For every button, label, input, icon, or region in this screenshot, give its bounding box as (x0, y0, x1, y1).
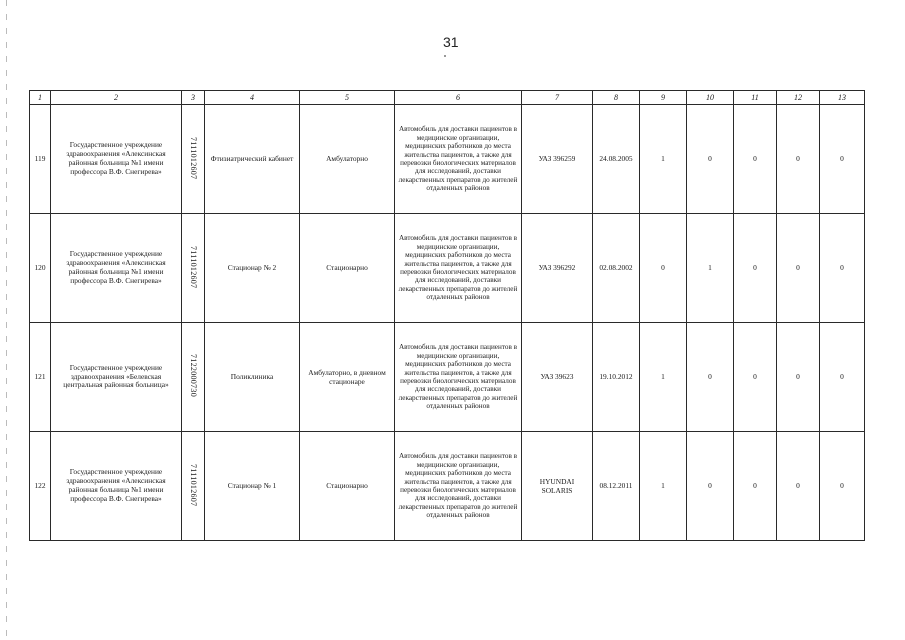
care-form: Амбулаторно, в дневном стационаре (300, 323, 395, 432)
value-cell: 0 (777, 432, 820, 541)
value-cell: 0 (820, 323, 865, 432)
organization-name: Государственное учреждение здравоохранения «Алексинская районная больница №1 имени профессора В.Ф. Снегирева» (51, 105, 182, 214)
issue-date: 19.10.2012 (593, 323, 640, 432)
vehicle-model: HYUNDAI SOLARIS (522, 432, 593, 541)
column-header: 5 (300, 91, 395, 105)
organization-name: Государственное учреждение здравоохранения «Алексинская районная больница №1 имени профессора В.Ф. Снегирева» (51, 214, 182, 323)
unit-name: Фтизиатрический кабинет (205, 105, 300, 214)
table-row (30, 214, 865, 323)
inn-value: 7111012607 (188, 463, 198, 507)
value-cell: 0 (640, 214, 687, 323)
table-row (30, 323, 865, 432)
value-cell: 1 (640, 323, 687, 432)
row-number: 122 (30, 432, 51, 541)
organization-name: Государственное учреждение здравоохранения «Белевская центральная районная больница» (51, 323, 182, 432)
row-number: 119 (30, 105, 51, 214)
column-header: 10 (687, 91, 734, 105)
column-header: 7 (522, 91, 593, 105)
column-header: 1 (30, 91, 51, 105)
care-form: Стационарно (300, 214, 395, 323)
unit-name: Поликлиника (205, 323, 300, 432)
vehicle-model: УАЗ 396259 (522, 105, 593, 214)
row-number: 121 (30, 323, 51, 432)
care-form: Амбулаторно (300, 105, 395, 214)
column-header: 9 (640, 91, 687, 105)
vehicle-purpose: Автомобиль для доставки пациентов в медицинские организации, медицинских работников до места жительства пациентов, а также для перевозки биологических материалов для исследований, доставки лекарственных препаратов до жителей отдаленных районов (395, 214, 522, 323)
inn-value: 7111012607 (188, 245, 198, 289)
column-number-row (30, 91, 865, 105)
value-cell: 0 (820, 214, 865, 323)
unit-name: Стационар № 2 (205, 214, 300, 323)
organization-name: Государственное учреждение здравоохранения «Алексинская районная больница №1 имени профессора В.Ф. Снегирева» (51, 432, 182, 541)
vehicle-purpose: Автомобиль для доставки пациентов в медицинские организации, медицинских работников до места жительства пациентов, а также для перевозки биологических материалов для исследований, доставки лекарственных препаратов до жителей отдаленных районов (395, 432, 522, 541)
value-cell: 0 (734, 323, 777, 432)
value-cell: 0 (734, 432, 777, 541)
value-cell: 0 (734, 214, 777, 323)
scan-margin-line (6, 0, 7, 640)
vehicle-purpose: Автомобиль для доставки пациентов в медицинские организации, медицинских работников до места жительства пациентов, а также для перевозки биологических материалов для исследований, доставки лекарственных препаратов до жителей отдаленных районов (395, 323, 522, 432)
value-cell: 0 (777, 323, 820, 432)
vehicle-purpose: Автомобиль для доставки пациентов в медицинские организации, медицинских работников до места жительства пациентов, а также для перевозки биологических материалов для исследований, доставки лекарственных препаратов до жителей отдаленных районов (395, 105, 522, 214)
column-header: 6 (395, 91, 522, 105)
value-cell: 0 (777, 214, 820, 323)
value-cell: 1 (640, 105, 687, 214)
vehicle-model: УАЗ 39623 (522, 323, 593, 432)
vehicle-registry-table (29, 90, 865, 541)
inn-value: 7122000730 (188, 354, 198, 398)
column-header: 11 (734, 91, 777, 105)
value-cell: 0 (734, 105, 777, 214)
column-header: 8 (593, 91, 640, 105)
inn-cell (182, 323, 205, 432)
row-number: 120 (30, 214, 51, 323)
value-cell: 0 (687, 105, 734, 214)
inn-cell (182, 214, 205, 323)
table-row (30, 105, 865, 214)
value-cell: 1 (687, 214, 734, 323)
issue-date: 08.12.2011 (593, 432, 640, 541)
scan-speck (444, 55, 446, 57)
care-form: Стационарно (300, 432, 395, 541)
inn-value: 7111012607 (188, 136, 198, 180)
column-header: 3 (182, 91, 205, 105)
inn-cell (182, 432, 205, 541)
value-cell: 0 (820, 432, 865, 541)
column-header: 2 (51, 91, 182, 105)
value-cell: 0 (687, 323, 734, 432)
table-row (30, 432, 865, 541)
unit-name: Стационар № 1 (205, 432, 300, 541)
value-cell: 1 (640, 432, 687, 541)
column-header: 4 (205, 91, 300, 105)
issue-date: 24.08.2005 (593, 105, 640, 214)
value-cell: 0 (777, 105, 820, 214)
column-header: 13 (820, 91, 865, 105)
inn-cell (182, 105, 205, 214)
vehicle-model: УАЗ 396292 (522, 214, 593, 323)
column-header: 12 (777, 91, 820, 105)
value-cell: 0 (820, 105, 865, 214)
value-cell: 0 (687, 432, 734, 541)
page-number: 31 (443, 34, 459, 50)
issue-date: 02.08.2002 (593, 214, 640, 323)
